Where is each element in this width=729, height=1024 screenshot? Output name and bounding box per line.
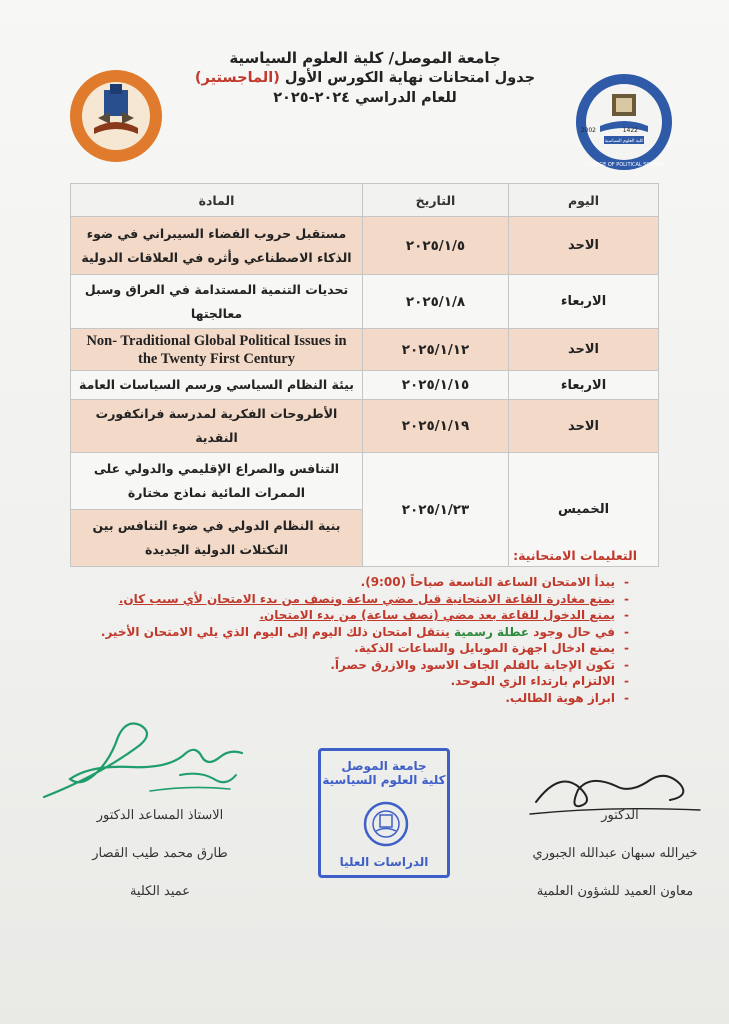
stamp-seal-icon bbox=[363, 801, 409, 847]
row-subject: الأطروحات الفكرية لمدرسة فرانكفورت النقدية bbox=[71, 400, 363, 453]
instruction-item: - يمنع الدخول للقاعة بعد مضي (نصف ساعة) من بدء الامتحان. bbox=[89, 607, 629, 624]
header-date: التاريخ bbox=[363, 184, 509, 217]
stamp-line-1: جامعة الموصل bbox=[341, 759, 427, 773]
row-date: ٢٠٢٥/١/١٥ bbox=[363, 371, 509, 400]
logo-caption: COLLEGE OF POLITICAL SCIENCE bbox=[583, 162, 665, 168]
header-line-3: للعام الدراسي ٢٠٢٤-٢٠٢٥ bbox=[273, 90, 457, 106]
row-date: ٢٠٢٥/١/١٩ bbox=[363, 400, 509, 453]
table-row bbox=[71, 275, 659, 329]
instruction-item: - الالتزام بارتداء الزي الموحد. bbox=[89, 673, 629, 690]
table-row bbox=[71, 371, 659, 400]
instruction-text: ينتقل امتحان ذلك اليوم إلى اليوم الذي يلي الامتحان الأخير. bbox=[100, 624, 454, 639]
row-date: ٢٠٢٥/١/٢٣ bbox=[363, 453, 509, 567]
header-subject: المادة bbox=[71, 184, 363, 217]
instruction-item: - يمنع ادخال اجهزة الموبايل والساعات الذكية. bbox=[89, 640, 629, 657]
dean-signature bbox=[30, 705, 260, 815]
instruction-item: - ابراز هوية الطالب. bbox=[89, 690, 629, 707]
header-line-2 bbox=[170, 68, 560, 88]
header-day: اليوم bbox=[509, 184, 659, 217]
row-subject: مستقبل حروب الفضاء السيبراني في ضوء الذكاء الاصطناعي وأثره في العلاقات الدولية bbox=[71, 217, 363, 275]
vice-dean-role: معاون العميد للشؤون العلمية bbox=[536, 884, 694, 899]
row-date: ٢٠٢٥/١/٨ bbox=[363, 275, 509, 329]
header-line-1: جامعة الموصل/ كلية العلوم السياسية bbox=[229, 49, 501, 67]
vice-dean-title: الدكتور bbox=[601, 808, 639, 823]
logo-year-left: 2002 bbox=[580, 127, 596, 134]
university-logo bbox=[68, 68, 164, 164]
logo-year-right: 1422 bbox=[622, 127, 638, 134]
instruction-item: - يمنع مغادرة القاعة الامتحانية قبل مضي ساعة ونصف من بدء الامتحان لأي سبب كان. bbox=[89, 591, 629, 608]
row-subject: Non- Traditional Global Political Issues in the Twenty First Century bbox=[71, 329, 363, 371]
instruction-highlight: عطلة رسمية bbox=[453, 624, 530, 639]
instructions-title: التعليمات الامتحانية: bbox=[513, 548, 637, 563]
table-row bbox=[71, 329, 659, 371]
row-day: الاربعاء bbox=[509, 275, 659, 329]
row-day: الاحد bbox=[509, 400, 659, 453]
document-header bbox=[170, 48, 560, 108]
row-day: الخميس bbox=[509, 453, 659, 567]
row-date: ٢٠٢٥/١/٥ bbox=[363, 217, 509, 275]
instructions-list bbox=[89, 574, 629, 706]
logo-banner: كلية العلوم السياسية bbox=[604, 139, 644, 144]
header-program-label: (الماجستير) bbox=[194, 70, 280, 86]
official-stamp bbox=[318, 748, 450, 878]
instruction-text: في حال وجود bbox=[529, 624, 615, 639]
dean-role: عميد الكلية bbox=[129, 884, 191, 899]
vice-dean-name: خيرالله سبهان عبدالله الجبوري bbox=[532, 846, 698, 861]
instruction-item bbox=[89, 624, 629, 641]
row-day: الاربعاء bbox=[509, 371, 659, 400]
row-day: الاحد bbox=[509, 329, 659, 371]
stamp-line-2: كلية العلوم السياسية bbox=[322, 773, 446, 787]
table-row bbox=[71, 217, 659, 275]
college-logo bbox=[574, 72, 674, 172]
exam-schedule-table bbox=[70, 183, 659, 567]
row-day: الاحد bbox=[509, 217, 659, 275]
dean-name: طارق محمد طيب القصار bbox=[92, 846, 228, 861]
row-subject: تحديات التنمية المستدامة في العراق وسبل معالجتها bbox=[71, 275, 363, 329]
row-subject: بيئة النظام السياسي ورسم السياسات العامة bbox=[71, 371, 363, 400]
instruction-item: - تكون الإجابة بالقلم الجاف الاسود والازرق حصراً. bbox=[89, 657, 629, 674]
header-line-2-text: جدول امتحانات نهاية الكورس الأول bbox=[279, 70, 536, 86]
instruction-item: - يبدأ الامتحان الساعة التاسعة صباحاً (9:00). bbox=[89, 574, 629, 591]
row-subject: التنافس والصراع الإقليمي والدولي على الممرات المائية نماذج مختارة bbox=[71, 453, 362, 510]
row-subject-second: بنية النظام الدولي في ضوء التنافس بين التكتلات الدولية الجديدة bbox=[92, 518, 341, 557]
row-date: ٢٠٢٥/١/١٢ bbox=[363, 329, 509, 371]
row-subject-cell bbox=[71, 453, 363, 567]
dean-title: الاستاذ المساعد الدكتور bbox=[96, 808, 224, 823]
stamp-line-3: الدراسات العليا bbox=[339, 855, 429, 869]
table-row bbox=[71, 400, 659, 453]
table-header-row bbox=[71, 184, 659, 217]
